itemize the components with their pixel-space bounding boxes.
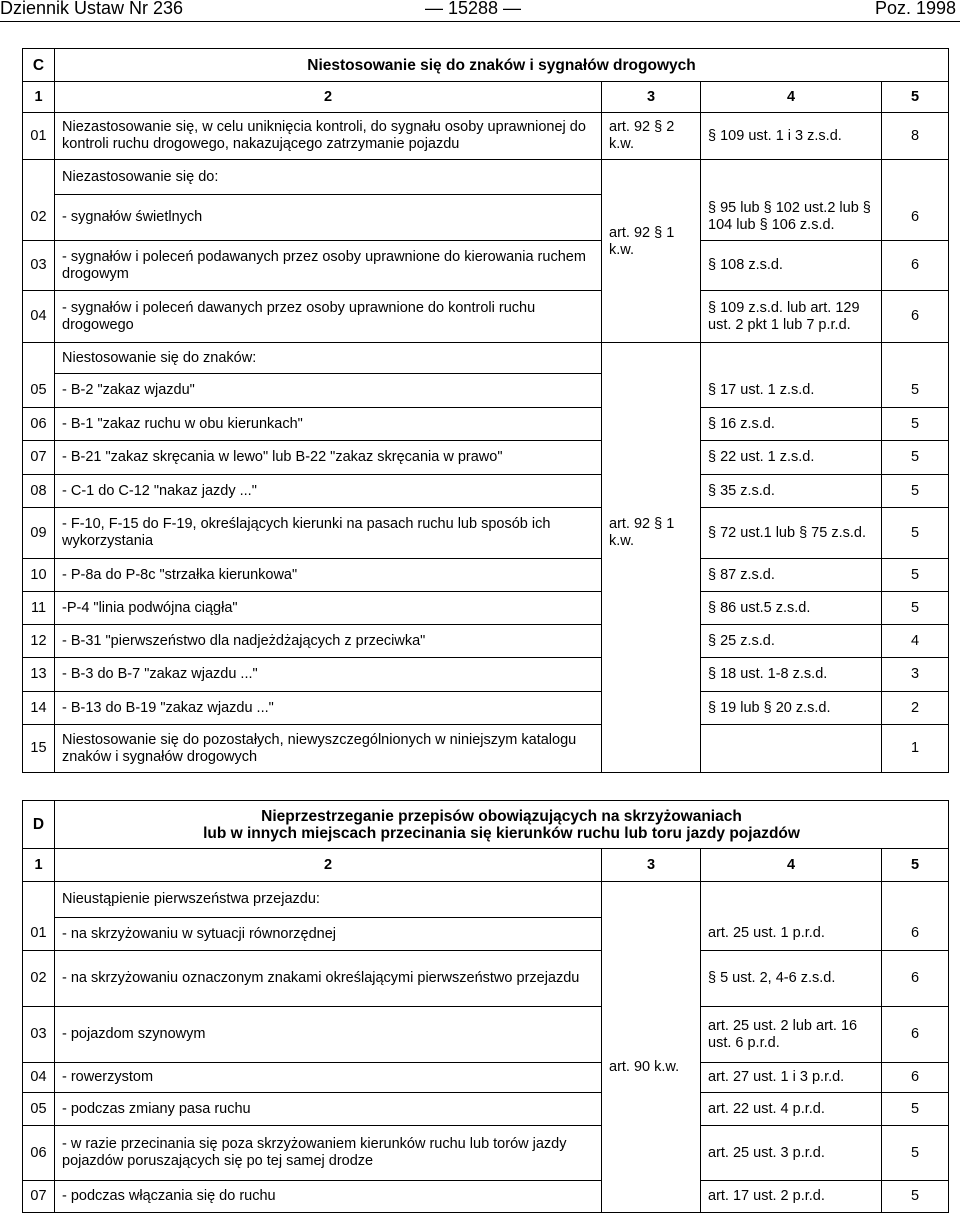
- section-title-line-1: Nieprzestrzeganie przepisów obowiązujących na skrzyżowaniach: [261, 807, 742, 825]
- row-legal-basis: art. 25 ust. 3 p.r.d.: [701, 1126, 882, 1181]
- row-number: 01: [23, 113, 55, 160]
- row-description: - sygnałów świetlnych: [55, 195, 602, 241]
- row-number: 14: [23, 692, 55, 725]
- row-legal-basis: § 17 ust. 1 z.s.d.: [701, 374, 882, 408]
- row-points: 5: [882, 1181, 949, 1213]
- row-legal-basis: § 18 ust. 1-8 z.s.d.: [701, 658, 882, 692]
- row-number: 10: [23, 559, 55, 592]
- row-legal-basis: art. 25 ust. 2 lub art. 16 ust. 6 p.r.d.: [701, 1007, 882, 1063]
- group-heading: Niezastosowanie się do:: [55, 160, 602, 195]
- table-row: [23, 195, 949, 241]
- row-legal-basis: [701, 725, 882, 773]
- row-legal-basis: art. 22 ust. 4 p.r.d.: [701, 1093, 882, 1126]
- table-row: [23, 508, 949, 559]
- group-heading: Niestosowanie się do znaków:: [55, 343, 602, 374]
- row-number: 04: [23, 1063, 55, 1093]
- row-points: 5: [882, 441, 949, 475]
- row-points: 5: [882, 508, 949, 559]
- table-row: [23, 692, 949, 725]
- group-heading-row: [23, 343, 949, 374]
- group-heading-row: [23, 882, 949, 918]
- row-description: - pojazdom szynowym: [55, 1007, 602, 1063]
- row-points: 5: [882, 1126, 949, 1181]
- row-points: 5: [882, 1093, 949, 1126]
- row-description: - B-13 do B-19 "zakaz wjazdu ...": [55, 692, 602, 725]
- row-legal-basis: § 5 ust. 2, 4-6 z.s.d.: [701, 951, 882, 1007]
- row-number: 09: [23, 508, 55, 559]
- table-row: [23, 408, 949, 441]
- row-number: 06: [23, 408, 55, 441]
- row-number: 02: [23, 951, 55, 1007]
- row-description: - na skrzyżowaniu oznaczonym znakami określającymi pierwszeństwo przejazdu: [55, 951, 602, 1007]
- row-number: 02: [23, 195, 55, 241]
- row-points: 5: [882, 408, 949, 441]
- row-legal-basis: § 72 ust.1 lub § 75 z.s.d.: [701, 508, 882, 559]
- table-row: [23, 374, 949, 408]
- table-row: [23, 1007, 949, 1063]
- row-number: 13: [23, 658, 55, 692]
- journal-title: Dziennik Ustaw Nr 236: [0, 0, 184, 18]
- row-article: art. 90 k.w.: [602, 882, 701, 1213]
- table-row: [23, 951, 949, 1007]
- row-legal-basis: § 16 z.s.d.: [701, 408, 882, 441]
- row-description: - B-2 "zakaz wjazdu": [55, 374, 602, 408]
- row-number: 07: [23, 1181, 55, 1213]
- row-description: - rowerzystom: [55, 1063, 602, 1093]
- col-number: 5: [882, 82, 949, 113]
- col-number: 5: [882, 849, 949, 882]
- col-number: 1: [23, 849, 55, 882]
- row-description: Niezastosowanie się, w celu uniknięcia kontroli, do sygnału osoby uprawnionej do kontroli ruchu drogowego, nakazującego zatrzymanie pojazdu: [55, 113, 602, 160]
- row-points: 6: [882, 951, 949, 1007]
- row-points: 1: [882, 725, 949, 773]
- section-title-line-2: lub w innych miejscach przecinania się kierunków ruchu lub toru jazdy pojazdów: [203, 824, 800, 842]
- row-points: 6: [882, 195, 949, 241]
- col-number: 3: [602, 849, 701, 882]
- row-description: Niestosowanie się do pozostałych, niewyszczególnionych w niniejszym katalogu znaków i sygnałów drogowych: [55, 725, 602, 773]
- row-legal-basis: § 95 lub § 102 ust.2 lub § 104 lub § 106 z.s.d.: [701, 195, 882, 241]
- table-row: [23, 725, 949, 773]
- col-number: 1: [23, 82, 55, 113]
- row-points: 6: [882, 1063, 949, 1093]
- row-description: - podczas zmiany pasa ruchu: [55, 1093, 602, 1126]
- row-legal-basis: § 109 ust. 1 i 3 z.s.d.: [701, 113, 882, 160]
- column-number-row: [23, 849, 949, 882]
- row-legal-basis: § 108 z.s.d.: [701, 241, 882, 291]
- position-number: Poz. 1998: [874, 0, 956, 18]
- row-description: - sygnałów i poleceń podawanych przez osoby uprawnione do kierowania ruchem drogowym: [55, 241, 602, 291]
- table-row: [23, 291, 949, 343]
- row-points: 5: [882, 559, 949, 592]
- column-number-row: [23, 82, 949, 113]
- row-description: - na skrzyżowaniu w sytuacji równorzędnej: [55, 918, 602, 951]
- table-row: [23, 241, 949, 291]
- row-number: 03: [23, 1007, 55, 1063]
- row-article: art. 92 § 1 k.w.: [602, 374, 701, 773]
- row-legal-basis: art. 25 ust. 1 p.r.d.: [701, 918, 882, 951]
- group-heading-row: [23, 160, 949, 195]
- table-section-c: [22, 48, 949, 773]
- col-number: 4: [701, 849, 882, 882]
- table-row: [23, 1093, 949, 1126]
- row-legal-basis: § 19 lub § 20 z.s.d.: [701, 692, 882, 725]
- table-row: [23, 559, 949, 592]
- col-number: 4: [701, 82, 882, 113]
- row-legal-basis: § 22 ust. 1 z.s.d.: [701, 441, 882, 475]
- table-row: [23, 658, 949, 692]
- header-rule: [0, 21, 960, 22]
- row-number: 15: [23, 725, 55, 773]
- row-description: - B-3 do B-7 "zakaz wjazdu ...": [55, 658, 602, 692]
- table-row: [23, 592, 949, 625]
- table-row: [23, 1181, 949, 1213]
- row-description: - podczas włączania się do ruchu: [55, 1181, 602, 1213]
- row-description: -P-4 "linia podwójna ciągła": [55, 592, 602, 625]
- row-points: 6: [882, 291, 949, 343]
- section-title: [55, 801, 949, 849]
- page-number: — 15288 —: [425, 0, 522, 18]
- row-points: 2: [882, 692, 949, 725]
- row-number: 11: [23, 592, 55, 625]
- row-points: 5: [882, 374, 949, 408]
- row-number: 04: [23, 291, 55, 343]
- table-row: [23, 918, 949, 951]
- col-number: 2: [55, 82, 602, 113]
- row-legal-basis: art. 27 ust. 1 i 3 p.r.d.: [701, 1063, 882, 1093]
- table-row: [23, 113, 949, 160]
- group-heading: Nieustąpienie pierwszeństwa przejazdu:: [55, 882, 602, 918]
- row-description: - C-1 do C-12 "nakaz jazdy ...": [55, 475, 602, 508]
- row-description: - B-21 "zakaz skręcania w lewo" lub B-22 "zakaz skręcania w prawo": [55, 441, 602, 475]
- row-article: art. 92 § 2 k.w.: [602, 113, 701, 160]
- row-number: 08: [23, 475, 55, 508]
- row-article: art. 92 § 1 k.w.: [602, 195, 701, 343]
- table-row: [23, 441, 949, 475]
- row-description: - sygnałów i poleceń dawanych przez osoby uprawnione do kontroli ruchu drogowego: [55, 291, 602, 343]
- section-letter: C: [23, 49, 55, 82]
- row-points: 5: [882, 592, 949, 625]
- col-number: 3: [602, 82, 701, 113]
- row-number: 06: [23, 1126, 55, 1181]
- row-description: - B-31 "pierwszeństwo dla nadjeżdżających z przeciwka": [55, 625, 602, 658]
- row-points: 8: [882, 113, 949, 160]
- row-description: - P-8a do P-8c "strzałka kierunkowa": [55, 559, 602, 592]
- row-description: - B-1 "zakaz ruchu w obu kierunkach": [55, 408, 602, 441]
- page-header: [0, 0, 960, 22]
- row-points: 6: [882, 1007, 949, 1063]
- row-number: 03: [23, 241, 55, 291]
- row-points: 6: [882, 241, 949, 291]
- row-legal-basis: § 109 z.s.d. lub art. 129 ust. 2 pkt 1 lub 7 p.r.d.: [701, 291, 882, 343]
- table-section-d: [22, 800, 949, 1213]
- table-row: [23, 475, 949, 508]
- row-points: 3: [882, 658, 949, 692]
- row-points: 6: [882, 918, 949, 951]
- col-number: 2: [55, 849, 602, 882]
- row-number: 05: [23, 1093, 55, 1126]
- row-number: 07: [23, 441, 55, 475]
- row-points: 5: [882, 475, 949, 508]
- row-legal-basis: art. 17 ust. 2 p.r.d.: [701, 1181, 882, 1213]
- section-letter: D: [23, 801, 55, 849]
- row-description: - w razie przecinania się poza skrzyżowaniem kierunków ruchu lub torów jazdy pojazdów poruszających się po tej samej drodze: [55, 1126, 602, 1181]
- row-number: 12: [23, 625, 55, 658]
- row-number: 05: [23, 374, 55, 408]
- row-legal-basis: § 86 ust.5 z.s.d.: [701, 592, 882, 625]
- row-legal-basis: § 87 z.s.d.: [701, 559, 882, 592]
- table-row: [23, 1063, 949, 1093]
- table-row: [23, 625, 949, 658]
- row-legal-basis: § 35 z.s.d.: [701, 475, 882, 508]
- row-number: 01: [23, 918, 55, 951]
- table-row: [23, 1126, 949, 1181]
- row-description: - F-10, F-15 do F-19, określających kierunki na pasach ruchu lub sposób ich wykorzystania: [55, 508, 602, 559]
- section-title: Niestosowanie się do znaków i sygnałów drogowych: [55, 49, 949, 82]
- row-legal-basis: § 25 z.s.d.: [701, 625, 882, 658]
- row-points: 4: [882, 625, 949, 658]
